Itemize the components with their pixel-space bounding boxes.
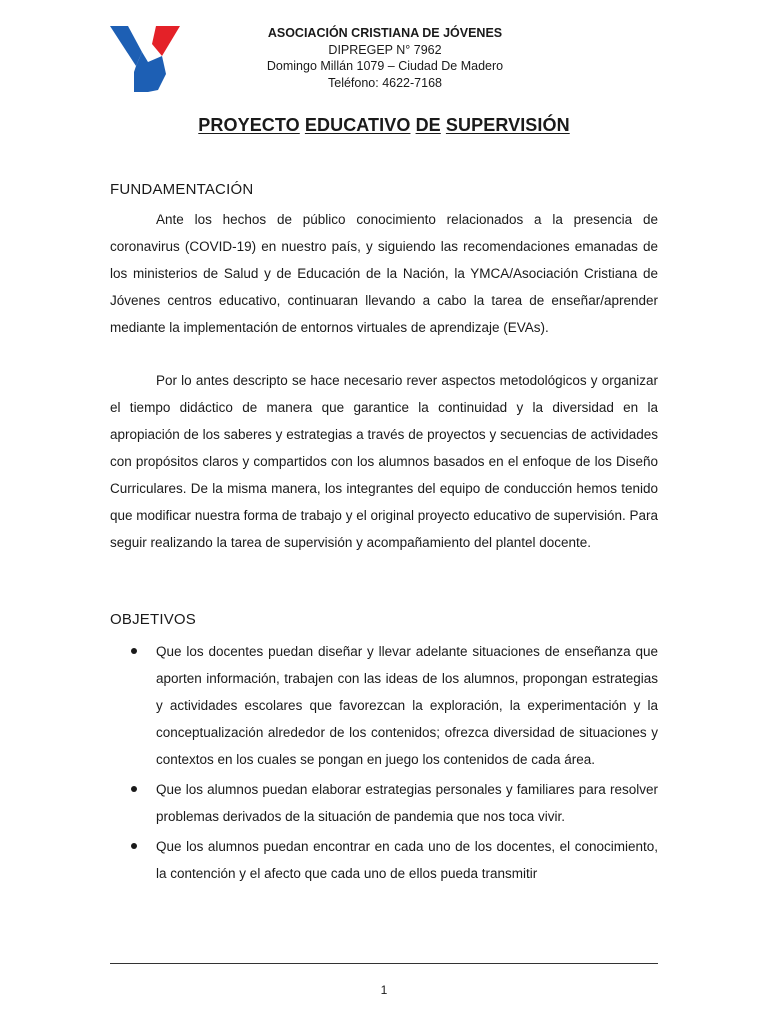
logo-blue-y-left	[110, 26, 142, 66]
bullet-icon	[131, 843, 137, 849]
page-number: 1	[380, 983, 388, 997]
ymca-logo	[104, 22, 186, 96]
paragraph-1-text: Ante los hechos de público conocimiento relacionados a la presencia de coronavirus (COVID-19) en nuestro país, y siguiendo las recomendaciones emanadas de los ministerios de Salud y de Educación de la Nación, la YMCA/Asociación Cristiana de Jóvenes centros educativo, continuaran llevando a cabo la tarea de enseñar/aprender mediante la implementación de entornos virtuales de aprendizaje (EVAs).	[110, 212, 658, 335]
title-word-4: SUPERVISIÓN	[445, 115, 570, 135]
document-title	[0, 115, 768, 136]
objective-item	[110, 776, 658, 830]
paragraph-2	[110, 367, 658, 556]
objective-item	[110, 833, 658, 887]
logo-blue-curve	[148, 56, 166, 92]
objective-text: Que los alumnos puedan elaborar estrategias personales y familiares para resolver problemas derivados de la situación de pandemia que nos toca vivir.	[156, 782, 658, 824]
org-address: Domingo Millán 1079 – Ciudad De Madero	[266, 59, 504, 73]
heading-fundamentacion: FUNDAMENTACIÓN	[110, 181, 254, 198]
logo-red-y-right	[152, 26, 180, 56]
objective-text: Que los alumnos puedan encontrar en cada uno de los docentes, el conocimiento, la contención y el afecto que cada uno de ellos pueda transmitir	[156, 839, 658, 881]
title-word-2: EDUCATIVO	[304, 115, 411, 135]
organization-header	[220, 25, 550, 91]
paragraph-1	[110, 206, 658, 341]
footer-divider	[110, 963, 658, 964]
bullet-icon	[131, 786, 137, 792]
org-phone: Teléfono: 4622-7168	[328, 75, 442, 90]
org-registration: DIPREGEP N° 7962	[328, 42, 442, 57]
org-name: ASOCIACIÓN CRISTIANA DE JÓVENES	[267, 26, 503, 40]
paragraph-2-text: Por lo antes descripto se hace necesario rever aspectos metodológicos y organizar el tiempo didáctico de manera que garantice la continuidad y la diversidad en la apropiación de los saberes y estrategias a través de proyectos y secuencias de actividades con propósitos claros y compartidos con los alumnos basados en el enfoque de los Diseño Curriculares. De la misma manera, los integrantes del equipo de conducción hemos tenido que modificar nuestra forma de trabajo y el original proyecto educativo de supervisión. Para seguir realizando la tarea de supervisión y acompañamiento del plantel docente.	[110, 373, 658, 550]
title-word-1: PROYECTO	[198, 115, 300, 135]
title-word-3: DE	[415, 115, 441, 135]
objective-text: Que los docentes puedan diseñar y llevar adelante situaciones de enseñanza que aporten información, trabajen con las ideas de los alumnos, propongan estrategias y actividades escolares que favorezcan la exploración, la experimentación y la conceptualización alrededor de los contenidos; ofrezca diversidad de situaciones y contextos en los cuales se pongan en juego los contenidos de cada área.	[156, 644, 658, 767]
objective-item	[110, 638, 658, 773]
heading-objetivos: OBJETIVOS	[110, 611, 196, 628]
bullet-icon	[131, 648, 137, 654]
objectives-list	[110, 638, 658, 890]
